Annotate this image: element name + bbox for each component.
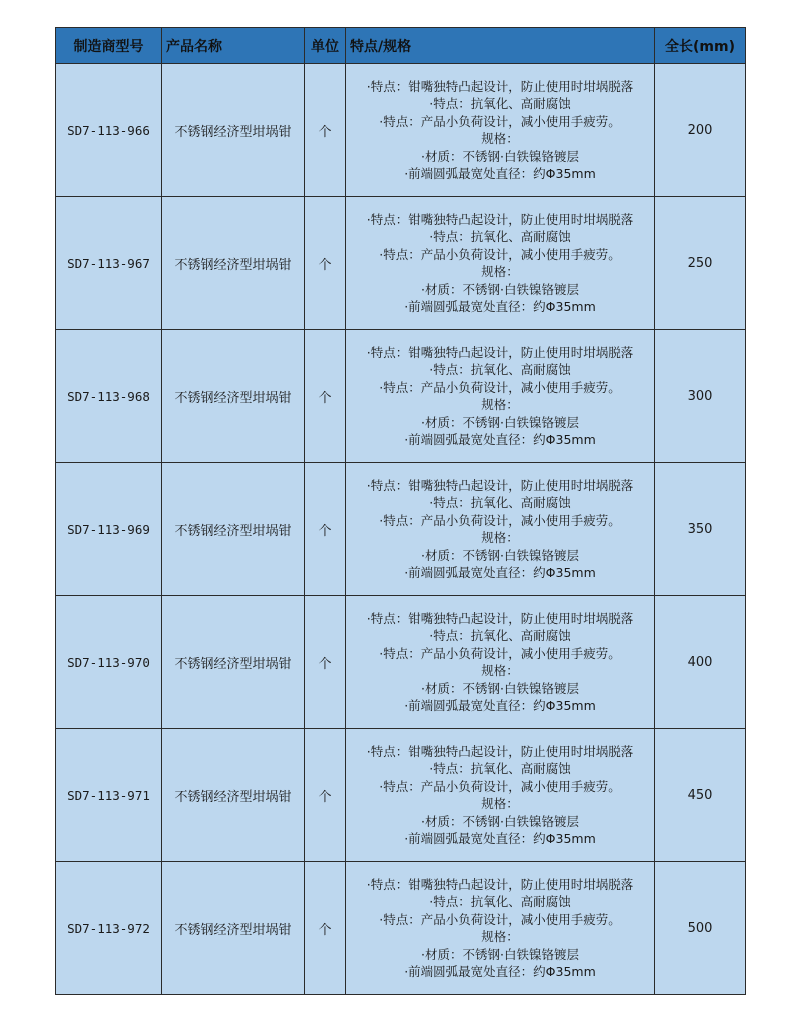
feature-line: ·材质：不锈钢·白铁镍铬镀层 <box>421 148 579 164</box>
table-row <box>56 64 746 197</box>
feature-line: ·特点：钳嘴独特凸起设计，防止使用时坩埚脱落 <box>366 344 634 360</box>
unit-cell: 个 <box>305 330 346 463</box>
table-row <box>56 330 746 463</box>
feature-line: ·特点：钳嘴独特凸起设计，防止使用时坩埚脱落 <box>366 876 634 892</box>
feature-line: ·特点：钳嘴独特凸起设计，防止使用时坩埚脱落 <box>366 743 634 759</box>
table-header <box>56 28 746 64</box>
feature-line: ·特点：抗氧化、高耐腐蚀 <box>429 362 571 377</box>
feature-line: ·特点：抗氧化、高耐腐蚀 <box>429 495 571 510</box>
feature-line: ·特点：产品小负荷设计，减小使用手疲劳。 <box>379 512 621 528</box>
unit-cell: 个 <box>305 197 346 330</box>
feature-line: ·材质：不锈钢·白铁镍铬镀层 <box>421 414 579 430</box>
features-cell <box>346 197 655 330</box>
model-number-cell: SD7-113-969 <box>56 463 162 596</box>
features-cell <box>346 463 655 596</box>
feature-line: ·特点：抗氧化、高耐腐蚀 <box>429 96 571 111</box>
unit-cell: 个 <box>305 862 346 995</box>
features-cell <box>346 596 655 729</box>
table-row <box>56 729 746 862</box>
feature-line: 规格： <box>481 264 519 279</box>
feature-line: ·特点：产品小负荷设计，减小使用手疲劳。 <box>379 911 621 927</box>
feature-line: ·特点：钳嘴独特凸起设计，防止使用时坩埚脱落 <box>366 78 634 94</box>
feature-line: ·材质：不锈钢·白铁镍铬镀层 <box>421 281 579 297</box>
unit-cell: 个 <box>305 64 346 197</box>
feature-line: 规格： <box>481 530 519 545</box>
model-number-cell: SD7-113-966 <box>56 64 162 197</box>
feature-line: ·前端圆弧最宽处直径：约Φ35mm <box>404 964 596 979</box>
feature-line: ·特点：抗氧化、高耐腐蚀 <box>429 894 571 909</box>
table-row <box>56 862 746 995</box>
length-cell: 450 <box>655 729 746 862</box>
header-unit: 单位 <box>305 28 346 64</box>
feature-line: ·特点：产品小负荷设计，减小使用手疲劳。 <box>379 379 621 395</box>
product-name-cell: 不锈钢经济型坩埚钳 <box>162 596 305 729</box>
feature-line: ·特点：抗氧化、高耐腐蚀 <box>429 229 571 244</box>
feature-line: ·特点：钳嘴独特凸起设计，防止使用时坩埚脱落 <box>366 211 634 227</box>
feature-line: 规格： <box>481 929 519 944</box>
feature-line: ·特点：产品小负荷设计，减小使用手疲劳。 <box>379 778 621 794</box>
feature-line: 规格： <box>481 131 519 146</box>
feature-line: ·特点：产品小负荷设计，减小使用手疲劳。 <box>379 645 621 661</box>
product-name-cell: 不锈钢经济型坩埚钳 <box>162 64 305 197</box>
feature-line: 规格： <box>481 663 519 678</box>
table-row <box>56 463 746 596</box>
header-product-name: 产品名称 <box>162 28 305 64</box>
feature-line: 规格： <box>481 397 519 412</box>
feature-line: ·材质：不锈钢·白铁镍铬镀层 <box>421 680 579 696</box>
product-name-cell: 不锈钢经济型坩埚钳 <box>162 729 305 862</box>
feature-line: ·特点：钳嘴独特凸起设计，防止使用时坩埚脱落 <box>366 610 634 626</box>
product-name-cell: 不锈钢经济型坩埚钳 <box>162 197 305 330</box>
length-cell: 300 <box>655 330 746 463</box>
table-row <box>56 596 746 729</box>
product-name-cell: 不锈钢经济型坩埚钳 <box>162 330 305 463</box>
feature-line: ·特点：抗氧化、高耐腐蚀 <box>429 761 571 776</box>
length-cell: 500 <box>655 862 746 995</box>
model-number-cell: SD7-113-970 <box>56 596 162 729</box>
feature-line: ·前端圆弧最宽处直径：约Φ35mm <box>404 166 596 181</box>
feature-line: ·前端圆弧最宽处直径：约Φ35mm <box>404 565 596 580</box>
product-name-cell: 不锈钢经济型坩埚钳 <box>162 862 305 995</box>
model-number-cell: SD7-113-971 <box>56 729 162 862</box>
features-cell <box>346 862 655 995</box>
length-cell: 250 <box>655 197 746 330</box>
table-body <box>56 64 746 995</box>
features-cell <box>346 64 655 197</box>
table-row <box>56 197 746 330</box>
feature-line: ·材质：不锈钢·白铁镍铬镀层 <box>421 813 579 829</box>
feature-line: ·特点：产品小负荷设计，减小使用手疲劳。 <box>379 246 621 262</box>
unit-cell: 个 <box>305 729 346 862</box>
feature-line: ·特点：钳嘴独特凸起设计，防止使用时坩埚脱落 <box>366 477 634 493</box>
unit-cell: 个 <box>305 596 346 729</box>
product-spec-table <box>55 27 746 995</box>
feature-line: ·材质：不锈钢·白铁镍铬镀层 <box>421 547 579 563</box>
feature-line: ·前端圆弧最宽处直径：约Φ35mm <box>404 698 596 713</box>
feature-line: ·前端圆弧最宽处直径：约Φ35mm <box>404 831 596 846</box>
feature-line: ·前端圆弧最宽处直径：约Φ35mm <box>404 432 596 447</box>
product-name-cell: 不锈钢经济型坩埚钳 <box>162 463 305 596</box>
model-number-cell: SD7-113-972 <box>56 862 162 995</box>
header-length: 全长(mm) <box>655 28 746 64</box>
length-cell: 200 <box>655 64 746 197</box>
length-cell: 400 <box>655 596 746 729</box>
feature-line: ·材质：不锈钢·白铁镍铬镀层 <box>421 946 579 962</box>
header-model: 制造商型号 <box>56 28 162 64</box>
header-features: 特点/规格 <box>346 28 655 64</box>
header-row <box>56 28 746 64</box>
feature-line: 规格： <box>481 796 519 811</box>
features-cell <box>346 729 655 862</box>
unit-cell: 个 <box>305 463 346 596</box>
model-number-cell: SD7-113-968 <box>56 330 162 463</box>
model-number-cell: SD7-113-967 <box>56 197 162 330</box>
feature-line: ·特点：抗氧化、高耐腐蚀 <box>429 628 571 643</box>
feature-line: ·前端圆弧最宽处直径：约Φ35mm <box>404 299 596 314</box>
length-cell: 350 <box>655 463 746 596</box>
features-cell <box>346 330 655 463</box>
feature-line: ·特点：产品小负荷设计，减小使用手疲劳。 <box>379 113 621 129</box>
